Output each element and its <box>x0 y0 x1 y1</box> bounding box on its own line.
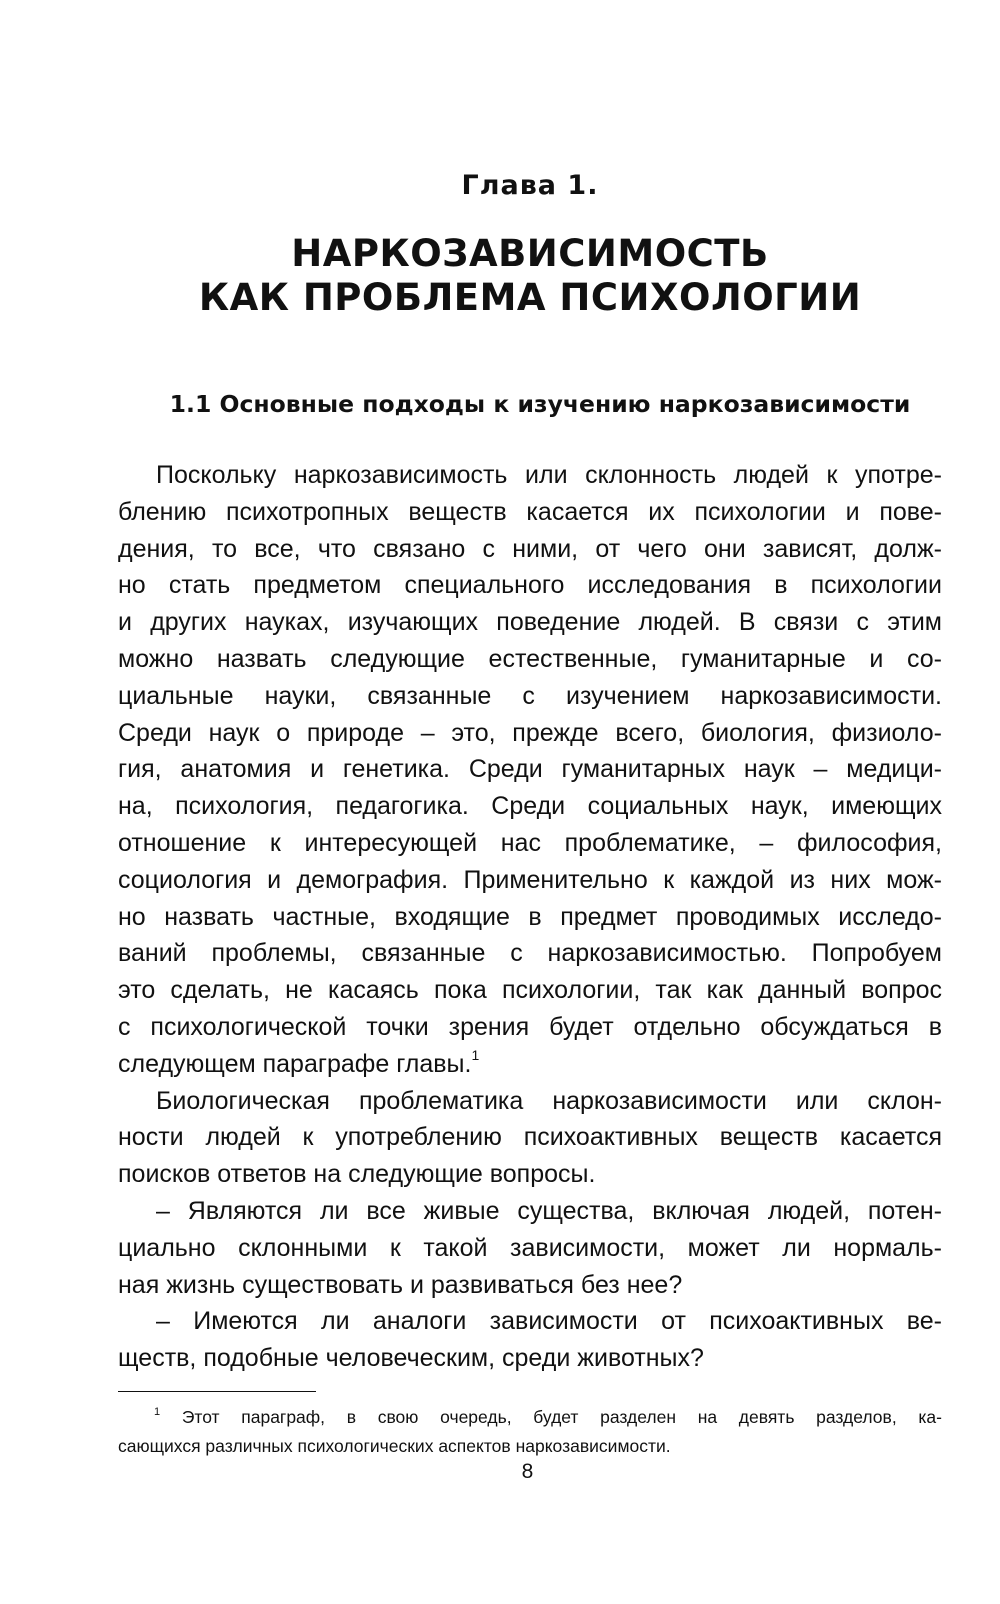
text-line: поисков ответов на следующие вопросы. <box>118 1160 596 1189</box>
text-line: отношение к интересующей нас проблематике, – философия, <box>118 828 942 857</box>
text-line-with-footnote-ref <box>118 1046 942 1083</box>
footnote-text: Этот параграф, в свою очередь, будет разделен на девять разделов, ка- <box>181 1407 942 1427</box>
text-line: но стать предметом специального исследования в психологии <box>118 571 942 600</box>
text-line: это сделать, не касаясь пока психологии, так как данный вопрос <box>118 976 942 1005</box>
page-number: 8 <box>521 1460 534 1483</box>
text-line: социология и демография. Применительно к каждой из них мож- <box>118 865 942 894</box>
text-line: блению психотропных веществ касается их психологии и пове- <box>118 497 942 526</box>
footnote-marker: 1 <box>154 1406 161 1418</box>
text-line: Поскольку наркозависимость или склонность людей к употре- <box>156 461 942 489</box>
footnote-divider <box>118 1391 316 1392</box>
chapter-title-line: НАРКОЗАВИСИМОСТЬ <box>291 232 769 275</box>
list-item-line: ществ, подобные человеческим, среди животных? <box>118 1344 704 1373</box>
list-item-line: – Имеются ли аналоги зависимости от психоактивных ве- <box>156 1307 942 1336</box>
text-line: следующем параграфе главы. <box>118 1049 472 1078</box>
list-item-line: циально склонными к такой зависимости, может ли нормаль- <box>118 1233 942 1262</box>
chapter-label: Глава 1. <box>461 170 599 201</box>
text-line: Биологическая проблематика наркозависимости или склон- <box>156 1086 942 1115</box>
footnote <box>118 1403 942 1461</box>
text-line: циальные науки, связанные с изучением наркозависимости. <box>118 681 942 710</box>
text-line: ности людей к употреблению психоактивных веществ касается <box>118 1123 942 1152</box>
text-line: ваний проблемы, связанные с наркозависимостью. Попробуем <box>118 939 942 968</box>
text-line: с психологической точки зрения будет отдельно обсуждаться в <box>118 1012 942 1041</box>
text-line: Среди наук о природе – это, прежде всего, биология, физиоло- <box>118 718 942 747</box>
text-line: дения, то все, что связано с ними, от чего они зависят, долж- <box>118 534 942 563</box>
footnote-line <box>118 1403 942 1432</box>
body-text <box>118 457 942 1377</box>
chapter-title-line: КАК ПРОБЛЕМА ПСИХОЛОГИИ <box>198 276 862 319</box>
text-line: гия, анатомия и генетика. Среди гуманитарных наук – медици- <box>118 755 942 784</box>
text-line: на, психология, педагогика. Среди социальных наук, имеющих <box>118 792 942 821</box>
text-line: и других науках, изучающих поведение людей. В связи с этим <box>118 608 942 637</box>
list-item-line: – Являются ли все живые существа, включая людей, потен- <box>156 1196 942 1225</box>
section-heading: 1.1 Основные подходы к изучению наркозависимости <box>169 390 911 418</box>
text-line: но назвать частные, входящие в предмет проводимых исследо- <box>118 902 942 931</box>
footnote-reference[interactable]: 1 <box>471 1046 480 1063</box>
footnote-line: сающихся различных психологических аспектов наркозависимости. <box>118 1436 671 1456</box>
chapter-title <box>0 232 1000 320</box>
list-item-line: ная жизнь существовать и развиваться без нее? <box>118 1270 683 1299</box>
text-line: можно назвать следующие естественные, гуманитарные и со- <box>118 644 942 673</box>
